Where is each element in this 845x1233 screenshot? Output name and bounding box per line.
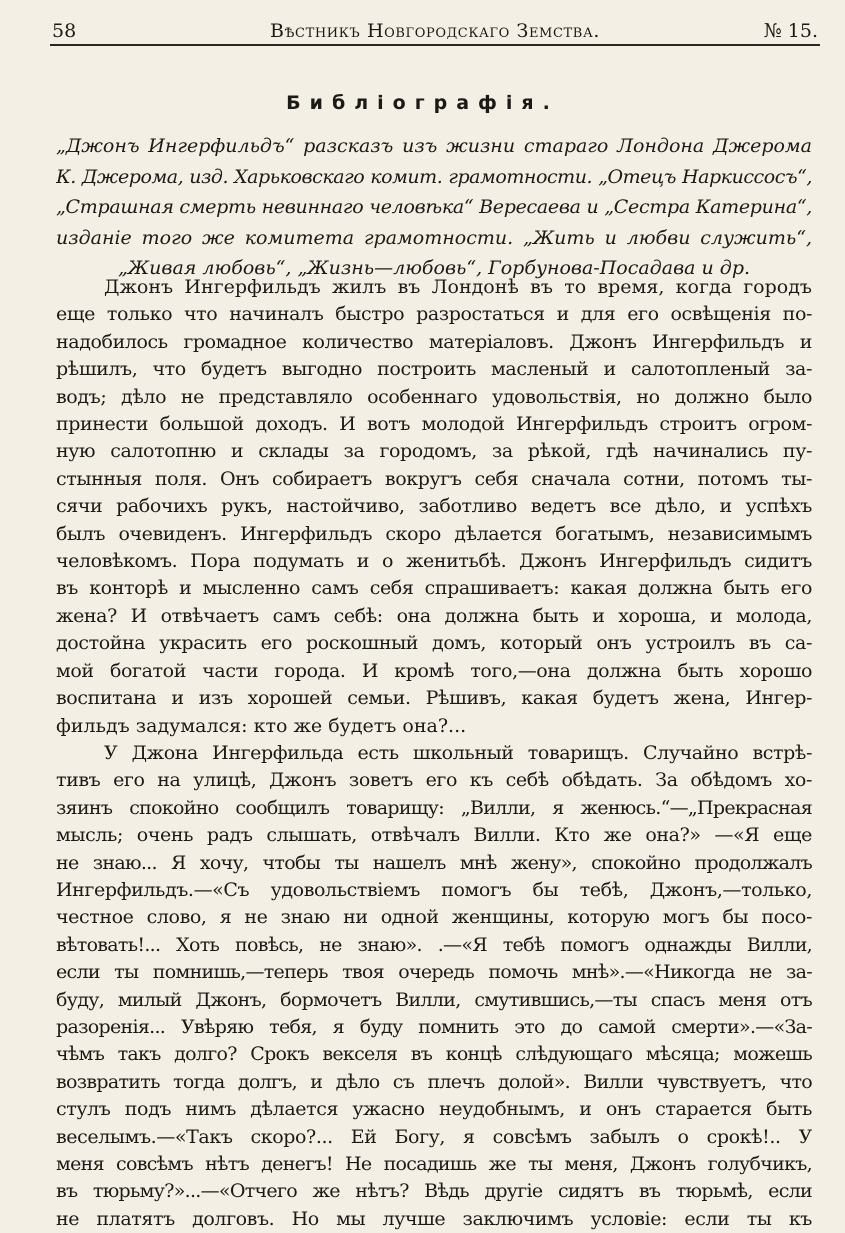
text-line: тивъ его на улицѣ, Джонъ зоветъ его къ себѣ обѣдать. За обѣдомъ хо- [56, 769, 812, 792]
text-line: если ты помнишь,—теперь твоя очередь помочь мнѣ».—«Никогда не за- [56, 961, 812, 984]
section-title: Библіографія. [286, 92, 559, 114]
text-line: стулъ подъ нимъ дѣлается ужасно неудобнымъ, и онъ старается быть [56, 1098, 812, 1121]
text-line: человѣкомъ. Пора подумать и о женитьбѣ. Джонъ Ингерфильдъ сидитъ [56, 550, 812, 573]
text-line: меня совсѣмъ нѣтъ денегъ! Не посадишь же ты меня, Джонъ голубчикъ, [56, 1153, 812, 1175]
bibliography-entry [56, 131, 812, 284]
text-line: еще только что начиналъ быстро разростаться и для его освѣщенія по- [56, 303, 812, 326]
text-line: возвратить тогда долгъ, и дѣло съ плечъ долой». Вилли чувствуетъ, что [56, 1070, 812, 1093]
text-line: въ конторѣ и мысленно самъ себя спрашиваетъ: какая должна быть его [56, 577, 812, 600]
text-line: разоренія... Увѣряю тебя, я буду помнить это до самой смерти».—«За- [56, 1015, 812, 1038]
text-line: не платятъ долговъ. Но мы лучше заключимъ условіе: если ты къ [56, 1207, 812, 1230]
text-line: веселымъ.—«Такъ скоро?... Ей Богу, я совсѣмъ забылъ о срокѣ!.. У [56, 1125, 812, 1148]
running-header [50, 14, 820, 46]
text-line: У Джона Ингерфильда есть школьный товарищъ. Случайно встрѣ- [104, 741, 812, 764]
text-line: ную салотопню и склады за городомъ, за рѣкой, гдѣ начинались пу- [56, 440, 812, 463]
text-line: не знаю... Я хочу, чтобы ты нашелъ мнѣ жену», спокойно продолжалъ [56, 851, 812, 874]
text-line: водъ; дѣло не представляло особеннаго удовольствія, но должно было [56, 385, 812, 408]
text-line: жена? И отвѣчаетъ самъ себѣ: она должна быть и хороша, и молода, [56, 604, 812, 627]
page-number: 58 [52, 20, 77, 42]
text-line: честное слово, я не знаю ни одной женщины, которую могъ бы посо- [56, 906, 812, 929]
text-line: былъ очевиденъ. Ингерфильдъ скоро дѣлается богатымъ, независимымъ [56, 522, 812, 545]
bibliography-line: изданіе того же комитета грамотности. „Жить и любви служить“, [56, 226, 812, 249]
text-line: чѣмъ такъ долго? Срокъ векселя въ концѣ слѣдующаго мѣсяца; можешь [56, 1043, 812, 1066]
text-line: принести большой доходъ. И вотъ молодой Ингерфильдъ строитъ огром- [56, 413, 812, 436]
text-line: вѣтовать!... Хоть повѣсь, не знаю». .—«Я тебѣ помогъ однажды Вилли, [56, 933, 812, 956]
text-line: Джонъ Ингерфильдъ жилъ въ Лондонѣ въ то время, когда городъ [104, 276, 812, 298]
journal-title: Вѣстникъ Новгородскаго Земства. [269, 20, 601, 42]
bibliography-line: „Джонъ Ингерфильдъ“ разсказъ изъ жизни стараго Лондона Джерома [56, 135, 812, 157]
article-body [56, 274, 812, 1233]
text-line: воспитана и изъ хорошей семьи. Рѣшивъ, какая будетъ жена, Ингер- [56, 687, 812, 710]
text-line: достойна украсить его роскошный домъ, который онъ устроилъ въ са- [56, 632, 812, 655]
text-line: фильдъ задумался: кто же будетъ она?... [56, 714, 467, 737]
text-line: сячи рабочихъ рукъ, настойчиво, заботливо ведетъ все дѣло, и успѣхъ [56, 495, 812, 518]
text-line: надобилось громадное количество матеріаловъ. Джонъ Ингерфильдъ и [56, 330, 812, 353]
bibliography-line: „Живая любовь“, „Жизнь—любовь“, Горбунова-Посадава и др. [117, 257, 751, 279]
text-line: буду, милый Джонъ, бормочетъ Вилли, смутившись,—ты спасъ меня отъ [56, 988, 812, 1011]
text-line: стынныя поля. Онъ собираетъ вокругъ себя сначала сотни, потомъ ты- [56, 467, 812, 490]
text-line: зяинъ спокойно сообщилъ товарищу: „Вилли, я женюсь.“—„Прекрасная [56, 796, 812, 819]
bibliography-line: К. Джерома, изд. Харьковскаго комит. грамотности. „Отецъ Наркиссосъ“, [56, 165, 812, 188]
issue-number: № 15. [763, 20, 818, 42]
text-line: въ тюрьму?»...—«Отчего же нѣтъ? Вѣдь другіе сидятъ въ тюрьмѣ, если [56, 1180, 812, 1203]
text-line: Ингерфильдъ.—«Съ удовольствіемъ помогъ бы тебѣ, Джонъ,—только, [56, 878, 812, 901]
bibliography-line: „Страшная смерть невиннаго человѣка“ Вересаева и „Сестра Катерина“, [56, 196, 812, 218]
text-line: мысль; очень радъ слышать, отвѣчалъ Вилли. Кто же она?» —«Я еще [56, 824, 812, 847]
text-line: мой богатой части города. И кромѣ того,—она должна быть хорошо [56, 659, 812, 682]
text-line: рѣшилъ, что будетъ выгодно построить масленый и салотопленый за- [56, 358, 812, 381]
